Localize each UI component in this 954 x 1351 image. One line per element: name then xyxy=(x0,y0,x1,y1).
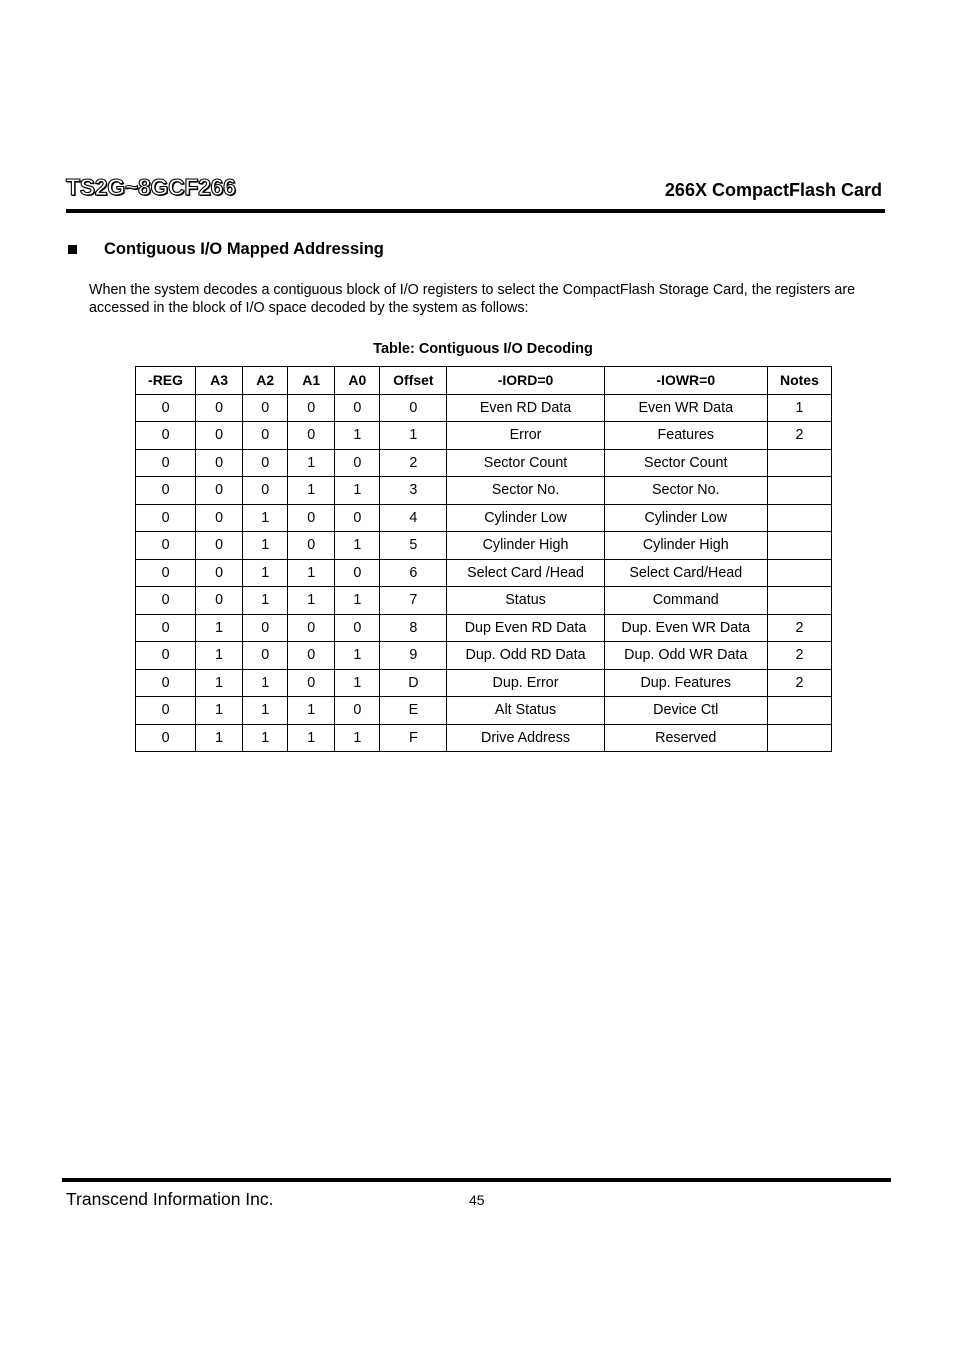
table-cell: 0 xyxy=(335,394,380,422)
table-cell: 1 xyxy=(196,614,243,642)
table-cell: 1 xyxy=(288,587,335,615)
table-header-row xyxy=(136,367,832,395)
table-cell: Error xyxy=(447,422,604,450)
table-cell: 0 xyxy=(196,504,243,532)
column-header: A1 xyxy=(288,367,335,395)
table-cell: Alt Status xyxy=(447,697,604,725)
table-row xyxy=(136,449,832,477)
io-decoding-table xyxy=(135,366,832,752)
table-cell: 0 xyxy=(243,394,288,422)
table-cell: 0 xyxy=(196,449,243,477)
table-cell: 0 xyxy=(335,504,380,532)
table-cell: 7 xyxy=(380,587,447,615)
table-cell: 1 xyxy=(288,697,335,725)
table-cell: 1 xyxy=(243,504,288,532)
table-cell: 1 xyxy=(243,724,288,752)
table-cell: 0 xyxy=(243,477,288,505)
table-cell: 1 xyxy=(243,669,288,697)
document-subtitle: 266X CompactFlash Card xyxy=(664,180,882,200)
table-cell: 1 xyxy=(196,669,243,697)
column-header: -REG xyxy=(136,367,196,395)
table-row xyxy=(136,394,832,422)
table-row xyxy=(136,642,832,670)
table-cell xyxy=(767,587,831,615)
table-cell: Reserved xyxy=(604,724,767,752)
table-cell: 0 xyxy=(288,669,335,697)
table-cell: 1 xyxy=(288,449,335,477)
table-row xyxy=(136,587,832,615)
table-row xyxy=(136,504,832,532)
table-cell: 1 xyxy=(335,477,380,505)
table-body xyxy=(136,394,832,752)
table-cell: Cylinder High xyxy=(447,532,604,560)
table-cell: 0 xyxy=(136,642,196,670)
table-cell xyxy=(767,724,831,752)
table-cell: Dup. Odd RD Data xyxy=(447,642,604,670)
column-header: -IOWR=0 xyxy=(604,367,767,395)
column-header: A0 xyxy=(335,367,380,395)
table-cell: 0 xyxy=(288,394,335,422)
table-cell: 0 xyxy=(335,559,380,587)
table-cell: Dup. Error xyxy=(447,669,604,697)
table-cell: 0 xyxy=(243,642,288,670)
table-cell xyxy=(767,449,831,477)
table-cell: 6 xyxy=(380,559,447,587)
table-cell: 0 xyxy=(288,642,335,670)
table-cell: 0 xyxy=(243,614,288,642)
table-row xyxy=(136,669,832,697)
table-cell xyxy=(767,504,831,532)
table-cell: 0 xyxy=(335,449,380,477)
table-cell: 0 xyxy=(196,394,243,422)
table-cell xyxy=(767,477,831,505)
column-header: Offset xyxy=(380,367,447,395)
table-cell: Dup. Even WR Data xyxy=(604,614,767,642)
table-cell: 4 xyxy=(380,504,447,532)
table-cell: 1 xyxy=(288,559,335,587)
table-cell: 2 xyxy=(767,614,831,642)
table-cell: 0 xyxy=(196,422,243,450)
table-row xyxy=(136,724,832,752)
intro-paragraph: When the system decodes a contiguous block of I/O registers to select the CompactFlash Storage Card, the registers are accessed in the block of I/O space decoded by the system as follows: xyxy=(89,282,856,316)
table-cell: 1 xyxy=(196,697,243,725)
table-cell xyxy=(767,532,831,560)
table-cell: Features xyxy=(604,422,767,450)
table-cell: 2 xyxy=(380,449,447,477)
table-cell: Dup. Odd WR Data xyxy=(604,642,767,670)
table-cell: 0 xyxy=(335,614,380,642)
table-cell xyxy=(767,559,831,587)
table-cell: Select Card/Head xyxy=(604,559,767,587)
table-cell: 1 xyxy=(767,394,831,422)
footer-company: Transcend Information Inc. xyxy=(66,1189,274,1209)
table-cell: 0 xyxy=(136,587,196,615)
table-cell: 0 xyxy=(136,422,196,450)
table-cell: Cylinder Low xyxy=(604,504,767,532)
table-cell: Sector Count xyxy=(604,449,767,477)
table-cell: 0 xyxy=(136,504,196,532)
page-number: 45 xyxy=(469,1192,485,1208)
table-cell: 1 xyxy=(335,587,380,615)
table-cell: 1 xyxy=(335,532,380,560)
table-cell: 0 xyxy=(196,477,243,505)
footer-divider xyxy=(62,1178,891,1182)
column-header: Notes xyxy=(767,367,831,395)
table-cell: 2 xyxy=(767,669,831,697)
table-cell: 0 xyxy=(136,449,196,477)
table-cell: 0 xyxy=(136,532,196,560)
table-cell: 1 xyxy=(196,724,243,752)
table-cell: 0 xyxy=(136,669,196,697)
table-cell: Sector No. xyxy=(447,477,604,505)
table-cell: 1 xyxy=(335,422,380,450)
table-cell: Status xyxy=(447,587,604,615)
table-cell: F xyxy=(380,724,447,752)
table-row xyxy=(136,697,832,725)
table-row xyxy=(136,559,832,587)
column-header: A3 xyxy=(196,367,243,395)
table-cell: 0 xyxy=(136,559,196,587)
table-cell: Cylinder Low xyxy=(447,504,604,532)
table-cell: 0 xyxy=(243,449,288,477)
table-cell: 1 xyxy=(335,669,380,697)
table-cell: 0 xyxy=(288,614,335,642)
table-cell: 9 xyxy=(380,642,447,670)
table-cell: 1 xyxy=(335,724,380,752)
header-divider xyxy=(66,209,885,213)
table-row xyxy=(136,422,832,450)
section-title: Contiguous I/O Mapped Addressing xyxy=(104,240,384,258)
table-cell: 1 xyxy=(380,422,447,450)
table-cell: 5 xyxy=(380,532,447,560)
table-cell: 1 xyxy=(335,642,380,670)
table-cell: 0 xyxy=(288,504,335,532)
table-cell: Sector No. xyxy=(604,477,767,505)
table-caption: Table: Contiguous I/O Decoding xyxy=(373,341,593,357)
table-cell: Dup Even RD Data xyxy=(447,614,604,642)
column-header: -IORD=0 xyxy=(447,367,604,395)
table-cell: 1 xyxy=(243,559,288,587)
table-cell: 1 xyxy=(243,532,288,560)
table-cell: 0 xyxy=(136,724,196,752)
table-row xyxy=(136,532,832,560)
table-cell: 1 xyxy=(243,587,288,615)
table-cell: 0 xyxy=(136,394,196,422)
table-cell xyxy=(767,697,831,725)
table-cell: Cylinder High xyxy=(604,532,767,560)
table-cell: Even WR Data xyxy=(604,394,767,422)
table-cell: 0 xyxy=(288,422,335,450)
table-cell: Select Card /Head xyxy=(447,559,604,587)
column-header: A2 xyxy=(243,367,288,395)
square-bullet-icon xyxy=(68,245,77,254)
table-cell: 0 xyxy=(196,587,243,615)
table-cell: D xyxy=(380,669,447,697)
table-cell: 3 xyxy=(380,477,447,505)
table-cell: Sector Count xyxy=(447,449,604,477)
table-cell: Command xyxy=(604,587,767,615)
table-cell: 0 xyxy=(380,394,447,422)
table-row xyxy=(136,477,832,505)
table-cell: 1 xyxy=(288,477,335,505)
table-cell: Dup. Features xyxy=(604,669,767,697)
table-cell: E xyxy=(380,697,447,725)
table-cell: Even RD Data xyxy=(447,394,604,422)
table-cell: 1 xyxy=(196,642,243,670)
table-cell: 0 xyxy=(136,614,196,642)
table-cell: Device Ctl xyxy=(604,697,767,725)
table-cell: 2 xyxy=(767,642,831,670)
table-cell: 1 xyxy=(288,724,335,752)
table-cell: 0 xyxy=(196,532,243,560)
table-cell: 8 xyxy=(380,614,447,642)
table-cell: Drive Address xyxy=(447,724,604,752)
table-cell: 0 xyxy=(288,532,335,560)
table-cell: 0 xyxy=(136,697,196,725)
document-title: TS2G~8GCF266 xyxy=(66,174,236,200)
table-cell: 0 xyxy=(335,697,380,725)
table-cell: 0 xyxy=(243,422,288,450)
table-cell: 0 xyxy=(136,477,196,505)
table-cell: 1 xyxy=(243,697,288,725)
table-cell: 2 xyxy=(767,422,831,450)
table-row xyxy=(136,614,832,642)
table-cell: 0 xyxy=(196,559,243,587)
